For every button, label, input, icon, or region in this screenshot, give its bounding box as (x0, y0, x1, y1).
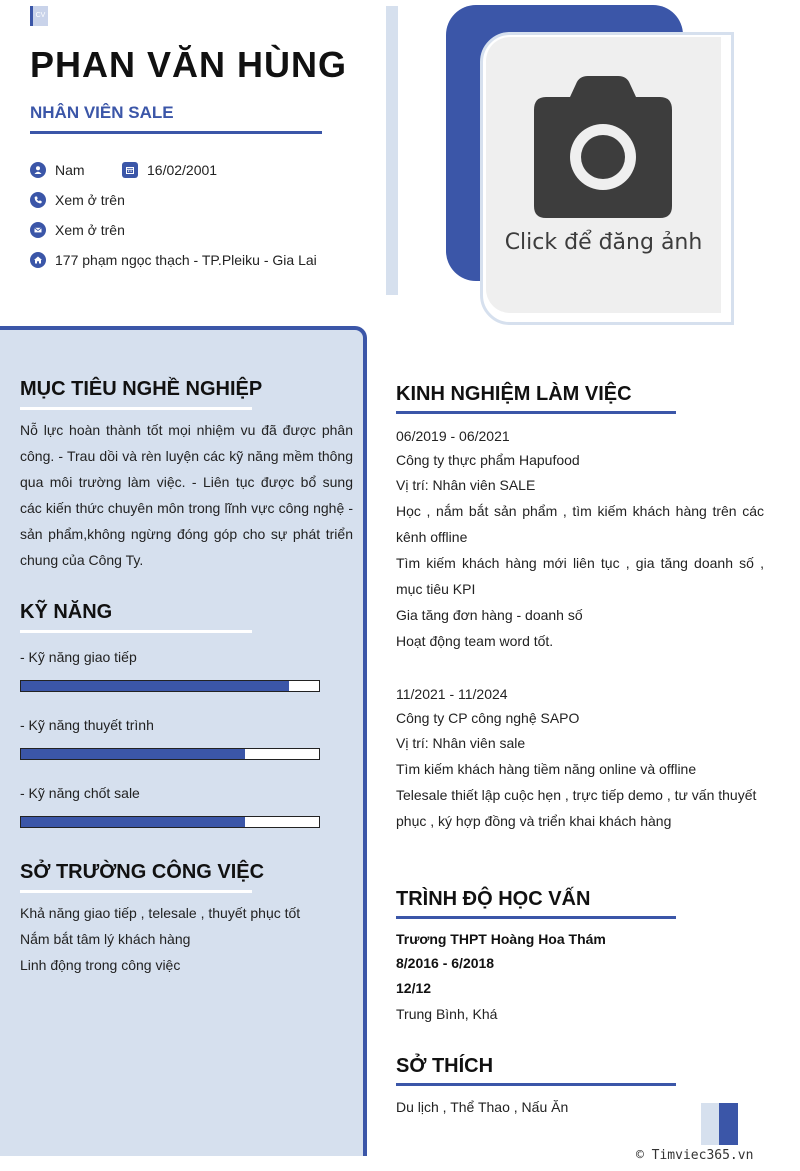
calendar-icon (122, 162, 138, 178)
job-desc[interactable]: Gia tăng đơn hàng - doanh số (396, 607, 583, 623)
job-desc[interactable]: Học , nắm bắt sản phẩm , tìm kiếm khách hàng trên các kênh offline (396, 503, 764, 545)
job-desc[interactable]: Tìm kiếm khách hàng mới liên tục , gia tăng doanh số , mục tiêu KPI (396, 555, 764, 597)
address-row[interactable] (30, 252, 317, 268)
job-company[interactable]: Công ty CP công nghệ SAPO (396, 710, 580, 726)
strength-item[interactable]: Nắm bắt tâm lý khách hàng (20, 931, 191, 947)
objective-text[interactable]: Nỗ lực hoàn thành tốt mọi nhiệm vu đã được phân công. - Trau dồi và rèn luyện các kỹ năng mềm thông qua môi trường làm việc. - Liên tục được bổ sung các kiến thức chuyên môn trong lĩnh vực công nghệ - sản phẩm,không ngừng đóng góp cho sự phát triển chung của Công Ty. (20, 422, 353, 568)
job-desc[interactable]: Hoạt động team word tốt. (396, 633, 554, 649)
photo-upload[interactable] (486, 37, 721, 313)
skill-bar (20, 816, 320, 828)
job-desc[interactable]: Tìm kiếm khách hàng tiềm năng online và offline (396, 761, 697, 777)
experience-title: KINH NGHIỆM LÀM VIỆC (396, 383, 632, 405)
job-company[interactable]: Công ty thực phẩm Hapufood (396, 452, 580, 468)
strengths-underline (20, 890, 252, 893)
skill-bar-fill (21, 749, 245, 759)
job-position[interactable]: Vị trí: Nhân viên sale (396, 735, 526, 751)
copyright-text: © Timviec365.vn (636, 1148, 754, 1163)
birthday-row[interactable] (122, 162, 217, 178)
skill-bar-fill (21, 681, 289, 691)
education-period[interactable]: 8/2016 - 6/2018 (396, 955, 495, 971)
birthday-value: 16/02/2001 (147, 162, 218, 178)
skills-title: KỸ NĂNG (20, 601, 113, 623)
decorative-divider (386, 6, 398, 295)
hobbies-title: SỞ THÍCH (396, 1055, 494, 1077)
skill-label[interactable]: - Kỹ năng chốt sale (20, 785, 140, 801)
phone-value: Xem ở trên (55, 192, 125, 208)
cv-logo: CV (30, 6, 48, 26)
candidate-name[interactable]: PHAN VĂN HÙNG (30, 44, 348, 85)
objective-title: MỤC TIÊU NGHỀ NGHIỆP (20, 378, 263, 400)
job-title[interactable]: NHÂN VIÊN SALE (30, 103, 174, 122)
strength-item[interactable]: Linh động trong công việc (20, 957, 181, 973)
phone-icon (30, 192, 46, 208)
gender-row[interactable] (30, 162, 85, 178)
education-underline (396, 916, 676, 919)
phone-row[interactable] (30, 192, 125, 208)
education-school[interactable]: Trương THPT Hoàng Hoa Thám (396, 931, 606, 947)
skill-bar (20, 680, 320, 692)
mail-icon (30, 222, 46, 238)
email-value: Xem ở trên (55, 222, 125, 238)
education-result[interactable]: Trung Bình, Khá (396, 1006, 498, 1022)
objective-underline (20, 407, 252, 410)
education-grade[interactable]: 12/12 (396, 980, 432, 996)
user-icon (30, 162, 46, 178)
skill-bar (20, 748, 320, 760)
job-period[interactable]: 06/2019 - 06/2021 (396, 428, 510, 444)
skill-bar-fill (21, 817, 245, 827)
hobbies-text[interactable]: Du lịch , Thể Thao , Nấu Ăn (396, 1099, 569, 1115)
home-icon (30, 252, 46, 268)
education-title: TRÌNH ĐỘ HỌC VẤN (396, 888, 591, 910)
skills-underline (20, 630, 252, 633)
skill-label[interactable]: - Kỹ năng giao tiếp (20, 649, 137, 665)
job-position[interactable]: Vị trí: Nhân viên SALE (396, 477, 536, 493)
camera-icon (532, 74, 674, 220)
strengths-title: SỞ TRƯỜNG CÔNG VIỆC (20, 861, 265, 883)
corner-decoration (701, 1103, 719, 1145)
experience-underline (396, 411, 676, 414)
skill-label[interactable]: - Kỹ năng thuyết trình (20, 717, 154, 733)
email-row[interactable] (30, 222, 125, 238)
job-period[interactable]: 11/2021 - 11/2024 (396, 686, 508, 702)
hobbies-underline (396, 1083, 676, 1086)
job-title-underline (30, 131, 322, 134)
corner-decoration (719, 1103, 738, 1145)
address-value: 177 phạm ngọc thạch - TP.Pleiku - Gia Lai (55, 252, 317, 268)
gender-value: Nam (55, 162, 85, 178)
strength-item[interactable]: Khả năng giao tiếp , telesale , thuyết phục tốt (20, 905, 301, 921)
photo-upload-label[interactable]: Click để đăng ảnh (504, 230, 703, 255)
job-desc[interactable]: Telesale thiết lập cuộc hẹn , trực tiếp demo , tư vấn thuyết phục , ký hợp đồng và triển khai khách hàng (396, 787, 757, 829)
